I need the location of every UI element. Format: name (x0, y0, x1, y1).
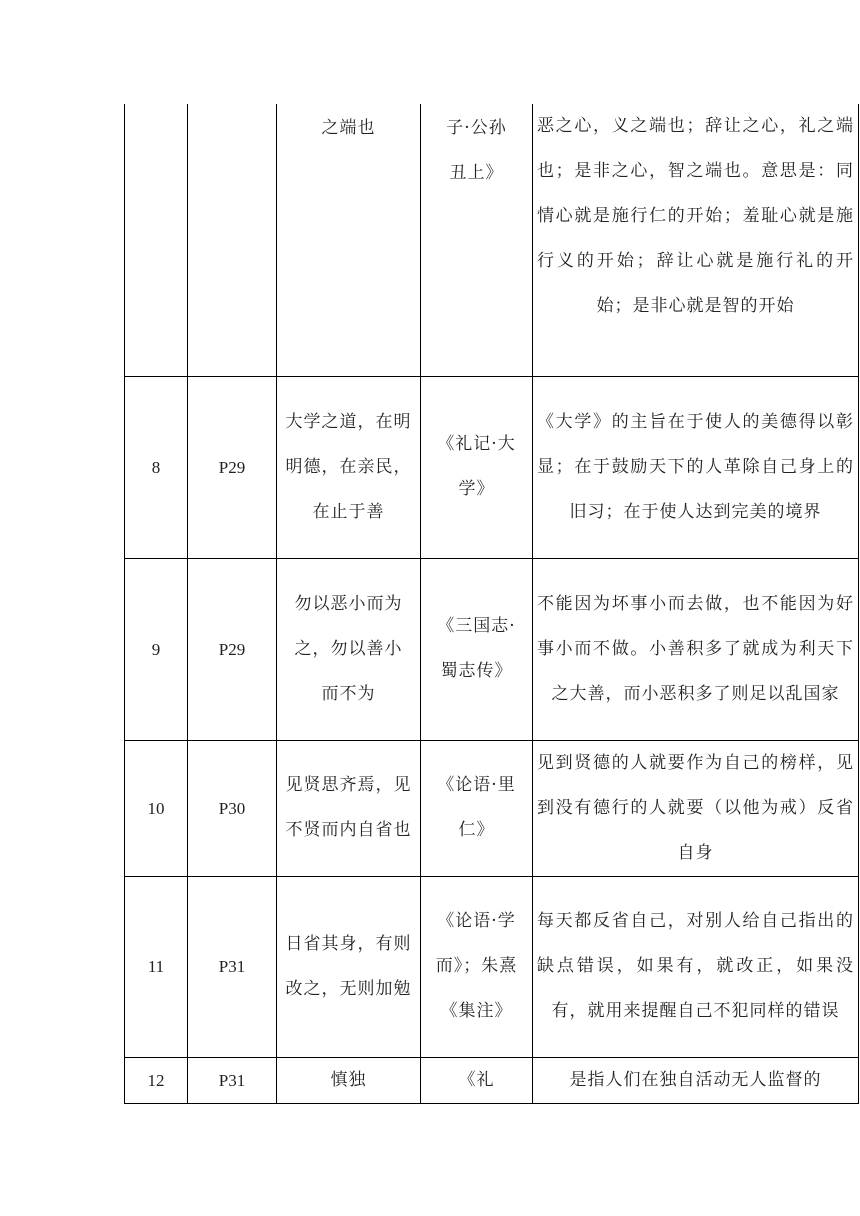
row-number (125, 104, 188, 376)
classic-quotes-table (124, 104, 859, 1104)
table-row (125, 376, 859, 558)
quote-text (277, 740, 421, 876)
quote-text-value: 勿以恶小而为之，勿以善小而不为 (294, 593, 403, 704)
quote-text-value: 之端也 (321, 118, 376, 138)
quote-text: 慎独 (277, 1057, 421, 1103)
source-text (421, 376, 533, 558)
page-ref: P30 (188, 740, 277, 876)
row-number: 9 (125, 558, 188, 740)
row-number: 8 (125, 376, 188, 558)
quote-text (277, 104, 421, 376)
quote-text-value: 见贤思齐焉，见不贤而内自省也 (285, 775, 412, 840)
meaning-text: 不能因为坏事小而去做，也不能因为好事小而不做。小善积多了就成为利天下之大善，而小恶积多了则足以乱国家 (533, 558, 859, 740)
row-number: 12 (125, 1057, 188, 1103)
page-ref: P29 (188, 376, 277, 558)
quote-text (277, 876, 421, 1057)
table-row (125, 104, 859, 376)
table-row (125, 740, 859, 876)
row-number: 11 (125, 876, 188, 1057)
source-text-value: 《礼记·大学》 (437, 434, 516, 499)
source-text (421, 558, 533, 740)
classic-quotes-table-page (124, 104, 859, 1104)
source-text-value: 《三国志·蜀志传》 (437, 616, 516, 681)
source-text-value: 《论语·学而》；朱熹《集注》 (435, 911, 518, 1021)
quote-text: 大学之道，在明明德，在亲民，在止于善 (277, 376, 421, 558)
meaning-text: 《大学》的主旨在于使人的美德得以彰显；在于鼓励天下的人革除自己身上的旧习；在于使人达到完美的境界 (533, 376, 859, 558)
page-ref (188, 104, 277, 376)
table-row (125, 876, 859, 1057)
source-text (421, 740, 533, 876)
page-ref: P29 (188, 558, 277, 740)
row-number: 10 (125, 740, 188, 876)
table-row (125, 558, 859, 740)
source-text (421, 876, 533, 1057)
meaning-text: 每天都反省自己，对别人给自己指出的缺点错误，如果有，就改正，如果没有，就用来提醒自己不犯同样的错误 (533, 876, 859, 1057)
source-text-value: 子·公孙丑上》 (446, 118, 507, 183)
meaning-text: 是指人们在独自活动无人监督的 (533, 1057, 859, 1103)
meaning-text: 恶之心，义之端也；辞让之心，礼之端也；是非之心，智之端也。意思是：同情心就是施行仁的开始；羞耻心就是施行义的开始；辞让心就是施行礼的开始；是非心就是智的开始 (533, 104, 859, 376)
quote-text-value: 日省其身，有则改之，无则加勉 (285, 933, 412, 999)
source-text-value: 《论语·里仁》 (437, 775, 516, 840)
table-row (125, 1057, 859, 1103)
meaning-text: 见到贤德的人就要作为自己的榜样，见到没有德行的人就要（以他为戒）反省自身 (533, 740, 859, 876)
page-ref: P31 (188, 1057, 277, 1103)
source-text: 《礼 (421, 1057, 533, 1103)
page-ref: P31 (188, 876, 277, 1057)
source-text (421, 104, 533, 376)
quote-text (277, 558, 421, 740)
